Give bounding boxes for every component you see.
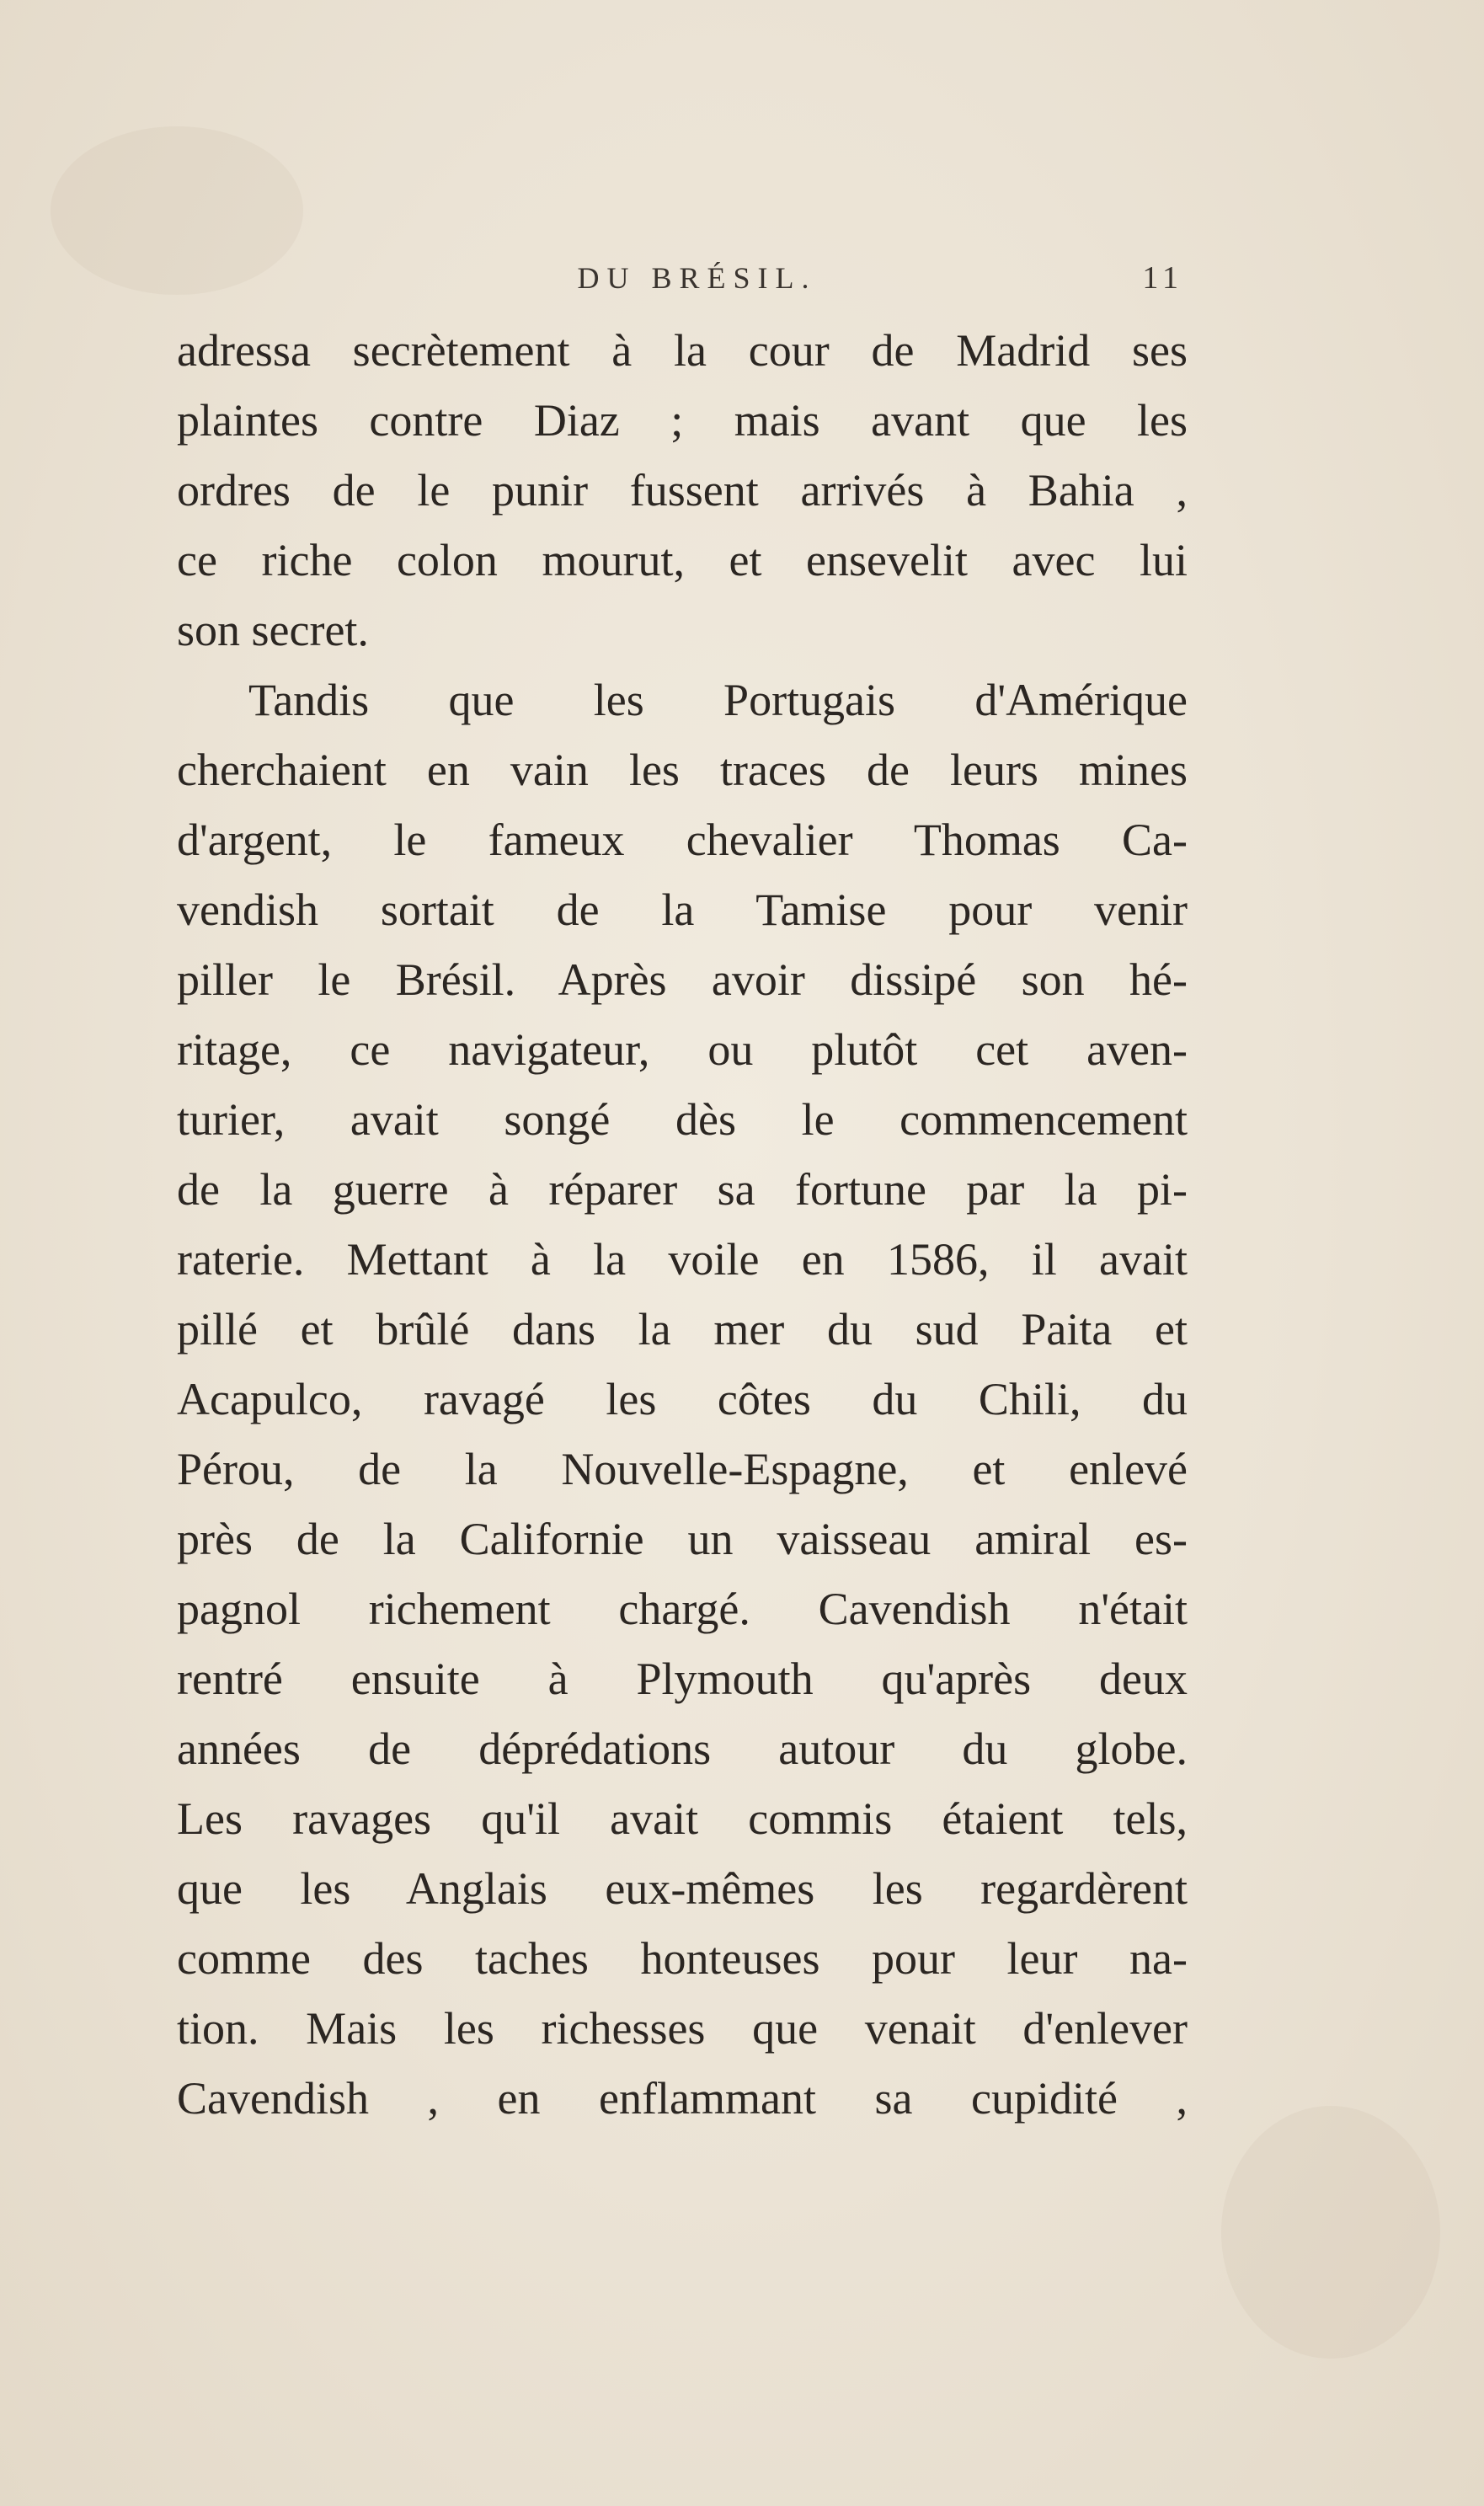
text-line: raterie. Mettant à la voile en 1586, il avait xyxy=(177,1234,1188,1285)
text-line: d'argent, le fameux chevalier Thomas Ca- xyxy=(177,815,1188,865)
text-line: comme des taches honteuses pour leur na- xyxy=(177,1933,1188,1984)
text-line: cherchaient en vain les traces de leurs mines xyxy=(177,745,1188,795)
text-line: années de déprédations autour du globe. xyxy=(177,1723,1188,1774)
text-line: piller le Brésil. Après avoir dissipé son hé- xyxy=(177,954,1188,1005)
text-line: pagnol richement chargé. Cavendish n'était xyxy=(177,1584,1188,1634)
text-line: Cavendish , en enflammant sa cupidité , xyxy=(177,2073,1188,2124)
text-line: Tandis que les Portugais d'Amérique xyxy=(248,675,1188,725)
text-line: plaintes contre Diaz ; mais avant que les xyxy=(177,395,1188,446)
text-line: près de la Californie un vaisseau amiral es- xyxy=(177,1514,1188,1564)
page-number: 11 xyxy=(1142,260,1183,296)
text-line: ritage, ce navigateur, ou plutôt cet aven- xyxy=(177,1024,1188,1075)
text-line: rentré ensuite à Plymouth qu'après deux xyxy=(177,1654,1188,1704)
text-line: Pérou, de la Nouvelle-Espagne, et enlevé xyxy=(177,1444,1188,1494)
text-line: de la guerre à réparer sa fortune par la pi- xyxy=(177,1164,1188,1215)
running-title: DU BRÉSIL. xyxy=(577,261,817,295)
text-line: Acapulco, ravagé les côtes du Chili, du xyxy=(177,1374,1188,1424)
text-line: Les ravages qu'il avait commis étaient tels, xyxy=(177,1793,1188,1844)
text-line: pillé et brûlé dans la mer du sud Paita et xyxy=(177,1304,1188,1355)
text-line: vendish sortait de la Tamise pour venir xyxy=(177,884,1188,935)
text-line: tion. Mais les richesses que venait d'enlever xyxy=(177,2003,1188,2054)
paper-stain xyxy=(1221,2106,1440,2359)
text-line: turier, avait songé dès le commencement xyxy=(177,1094,1188,1145)
text-line: son secret. xyxy=(177,605,369,655)
running-head xyxy=(177,253,1183,303)
text-line: ordres de le punir fussent arrivés à Bahia , xyxy=(177,465,1188,516)
text-line: ce riche colon mourut, et ensevelit avec lui xyxy=(177,535,1188,585)
text-line: que les Anglais eux-mêmes les regardèrent xyxy=(177,1863,1188,1914)
body-text xyxy=(177,316,1188,2134)
text-line: adressa secrètement à la cour de Madrid ses xyxy=(177,325,1188,376)
